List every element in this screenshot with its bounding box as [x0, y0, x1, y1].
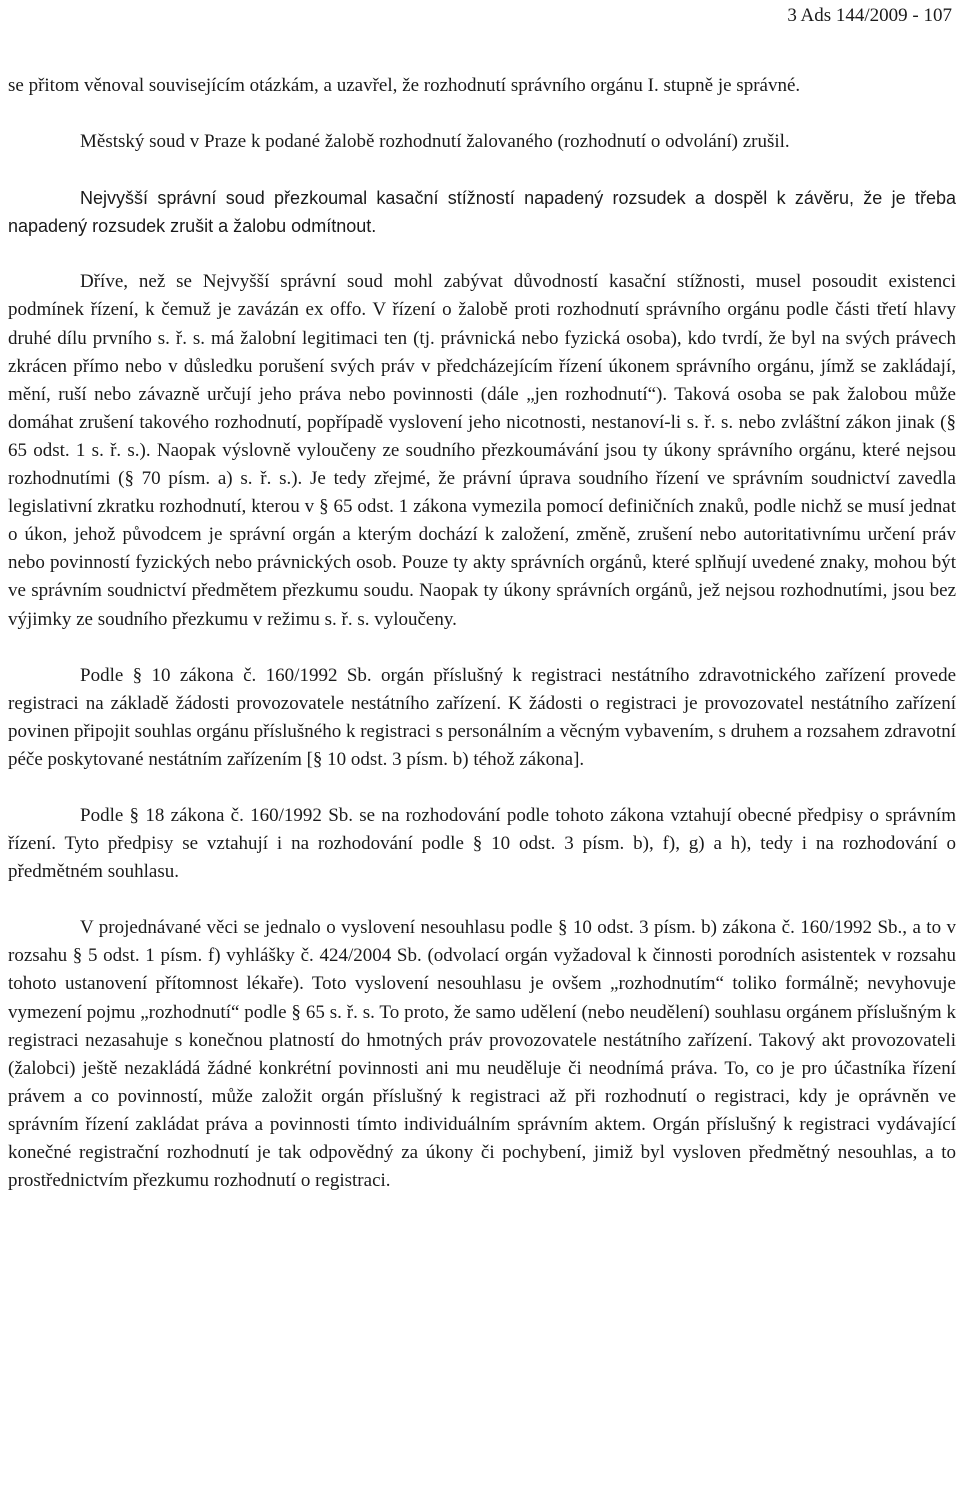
- document-body: [8, 72, 956, 1195]
- paragraph-4: Dříve, než se Nejvyšší správní soud mohl zabývat důvodností kasační stížnosti, musel posoudit existenci podmínek řízení, k čemuž je zavázán ex offo. V řízení o žalobě proti rozhodnutí správního orgánu podle části třetí hlavy druhé dílu prvního s. ř. s. má žalobní legitimaci ten (tj. právnická nebo fyzická osoba), kdo tvrdí, že byl na svých právech zkrácen přímo nebo v důsledku porušení svých práv v předcházejícím řízení úkonem správního orgánu, jímž se zakládají, mění, ruší nebo závazně určují jeho práva nebo povinnosti (dále „jen rozhodnutí“). Taková osoba se pak žalobou může domáhat zrušení takového rozhodnutí, popřípadě vyslovení jeho nicotnosti, nestanoví-li s. ř. s. nebo zvláštní zákon jinak (§ 65 odst. 1 s. ř. s.). Naopak výslovně vyloučeny ze soudního přezkoumávání jsou ty úkony správního orgánu, které nejsou rozhodnutími (§ 70 písm. a) s. ř. s.). Je tedy zřejmé, že právní úprava soudního řízení ve správním soudnictví zavedla legislativní zkratku rozhodnutí, kterou v § 65 odst. 1 zákona vymezila pomocí definičních znaků, podle nichž se musí jednat o úkon, jehož původcem je správní orgán a kterým dochází k založení, změně, zrušení nebo autoritativnímu určení práv nebo povinností fyzických nebo právnických osob. Pouze ty akty správních orgánů, které splňují uvedené znaky, mohou být ve správním soudnictví předmětem přezkumu soudu. Naopak ty úkony správních orgánů, jež nejsou rozhodnutími, jsou bez výjimky ze soudního přezkumu v režimu s. ř. s. vyloučeny.: [8, 271, 956, 630]
- paragraph-3: Nejvyšší správní soud přezkoumal kasační stížností napadený rozsudek a dospěl k závěru, že je třeba napadený rozsudek zrušit a žalobu odmítnout.: [8, 188, 956, 237]
- paragraph-7: V projednávané věci se jednalo o vyslovení nesouhlasu podle § 10 odst. 3 písm. b) zákona č. 160/1992 Sb., a to v rozsahu § 5 odst. 1 písm. f) vyhlášky č. 424/2004 Sb. (odvolací orgán vyžadoval k činnosti porodních asistentek v rozsahu tohoto ustanovení přítomnost lékaře). Toto vyslovení nesouhlasu je ovšem „rozhodnutím“ toliko formálně; nevyhovuje vymezení pojmu „rozhodnutí“ podle § 65 s. ř. s. To proto, že samo udělení (nebo neudělení) souhlasu orgánem příslušným k registraci nezasahuje s konečnou platností do hmotných práv provozovatele nestátního zařízení. Takový akt provozovateli (žalobci) ještě nezakládá žádné konkrétní povinnosti ani mu neuděluje či neodnímá práva. To, co je pro účastníka řízení právem a co povinností, může založit orgán příslušný k registraci až při rozhodnutí o registraci, kdy je oprávněn ve správním řízení zakládat práva a povinnosti tímto individuálním správním aktem. Orgán příslušný k registraci vydávající konečné registrační rozhodnutí je tak odpovědný za úkony či pochybení, jimiž byl vysloven předmětný nesouhlas, a to prostřednictvím přezkumu rozhodnutí o registraci.: [8, 917, 956, 1192]
- paragraph-2: Městský soud v Praze k podané žalobě rozhodnutí žalovaného (rozhodnutí o odvolání) zrušil.: [80, 131, 790, 153]
- case-reference: 3 Ads 144/2009 - 107: [787, 5, 952, 26]
- paragraph-5: Podle § 10 zákona č. 160/1992 Sb. orgán příslušný k registraci nestátního zdravotnického zařízení provede registraci na základě žádosti provozovatele nestátního zařízení. K žádosti o registraci je provozovatel nestátního zařízení povinen připojit souhlas orgánu příslušného k registraci s personálním a věcným vybavením, s druhem a rozsahem zdravotní péče poskytované nestátním zařízením [§ 10 odst. 3 písm. b) téhož zákona].: [8, 664, 956, 770]
- paragraph-6: Podle § 18 zákona č. 160/1992 Sb. se na rozhodování podle tohoto zákona vztahují obecné předpisy o správním řízení. Tyto předpisy se vztahují i na rozhodování podle § 10 odst. 3 písm. b), f), g) a h), tedy i na rozhodování o předmětném souhlasu.: [8, 804, 956, 883]
- paragraph-1: se přitom věnoval souvisejícím otázkám, a uzavřel, že rozhodnutí správního orgánu I. stupně je správné.: [8, 75, 801, 96]
